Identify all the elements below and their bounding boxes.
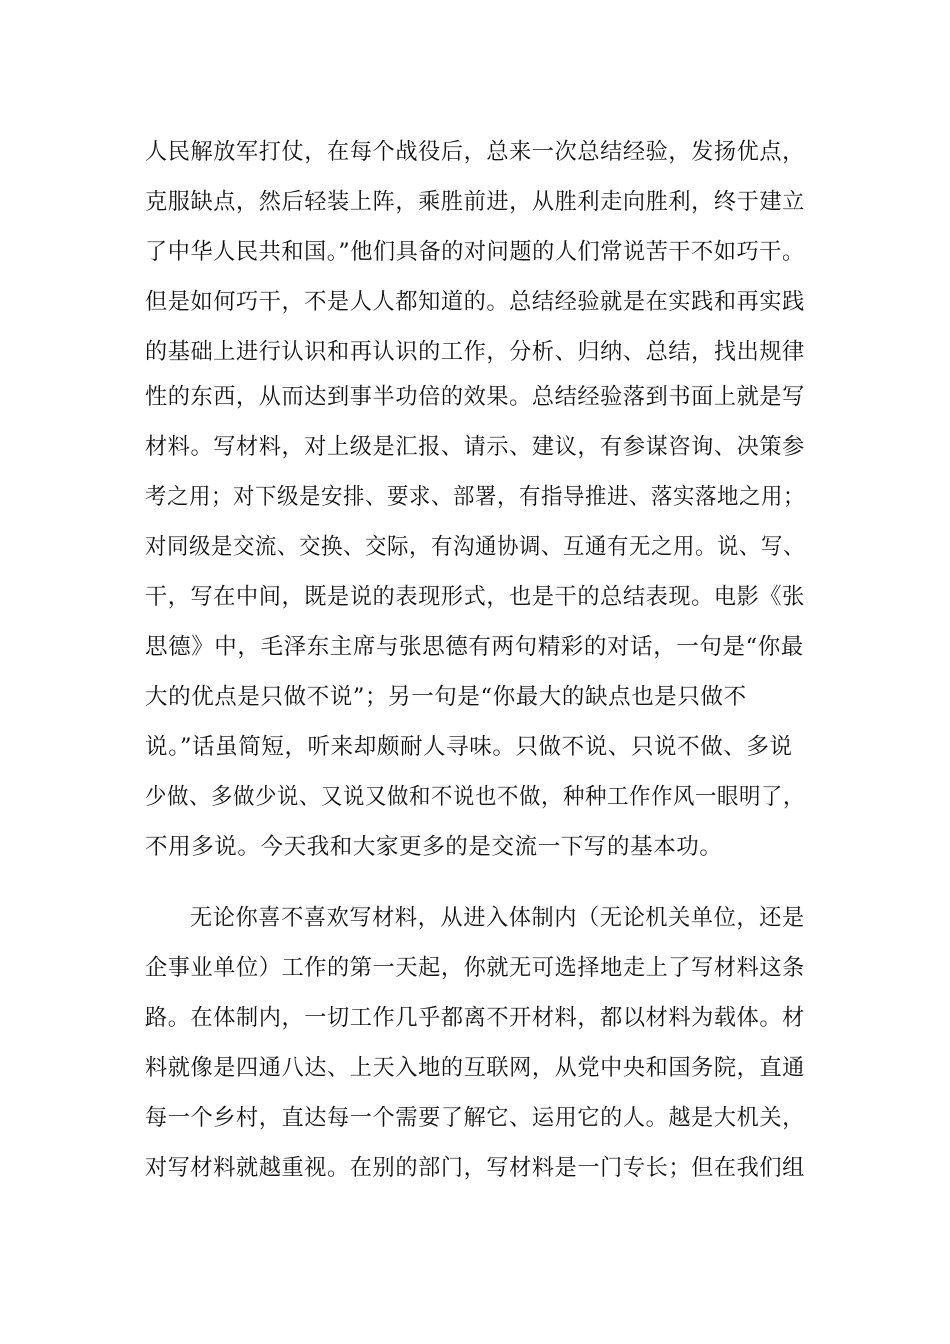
text-line: 人民解放军打仗，在每个战役后，总来一次总结经验，发扬优点， xyxy=(145,139,805,165)
text-line: 但是如何巧干，不是人人都知道的。总结经验就是在实践和再实践 xyxy=(145,289,805,315)
text-line: 考之用；对下级是安排、要求、部署，有指导推进、落实落地之用； xyxy=(145,484,806,510)
text-line: 性的东西，从而达到事半功倍的效果。总结经验落到书面上就是写 xyxy=(145,384,805,410)
text-line: 材料。写材料，对上级是汇报、请示、建议，有参谋咨询、决策参 xyxy=(145,434,805,460)
text-line: 大的优点是只做不说”；另一句是“你最大的缺点也是只做不 xyxy=(145,684,747,710)
text-line: 干，写在中间，既是说的表现形式，也是干的总结表现。电影《张 xyxy=(145,584,805,610)
text-line: 料就像是四通八达、上天入地的互联网，从党中央和国务院，直通 xyxy=(145,1055,805,1081)
text-line: 路。在体制内，一切工作几乎都离不开材料，都以材料为载体。材 xyxy=(145,1005,805,1031)
text-line: 对同级是交流、交换、交际，有沟通协调、互通有无之用。说、写、 xyxy=(145,534,806,560)
text-line: 的基础上进行认识和再认识的工作，分析、归纳、总结，找出规律 xyxy=(145,339,805,365)
text-line: 思德》中，毛泽东主席与张思德有两句精彩的对话，一句是“你最 xyxy=(145,634,804,660)
text-line: 对写材料就越重视。在别的部门，写材料是一门专长；但在我们组 xyxy=(145,1155,805,1181)
text-line: 了中华人民共和国。”他们具备的对问题的人们常说苦干不如巧干。 xyxy=(145,239,805,265)
text-line: 克服缺点，然后轻装上阵，乘胜前进，从胜利走向胜利，终于建立 xyxy=(145,189,805,215)
text-line: 企事业单位）工作的第一天起，你就无可选择地走上了写材料这条 xyxy=(145,955,805,981)
text-line: 说。”话虽简短，听来却颇耐人寻味。只做不说、只说不做、多说 xyxy=(145,734,793,760)
text-line: 少做、多做少说、又说又做和不说也不做，种种工作作风一眼明了， xyxy=(145,784,806,810)
text-line: 无论你喜不喜欢写材料，从进入体制内（无论机关单位，还是 xyxy=(190,905,805,931)
text-line: 每一个乡村，直达每一个需要了解它、运用它的人。越是大机关， xyxy=(145,1105,805,1131)
text-line: 不用多说。今天我和大家更多的是交流一下写的基本功。 xyxy=(145,834,723,860)
